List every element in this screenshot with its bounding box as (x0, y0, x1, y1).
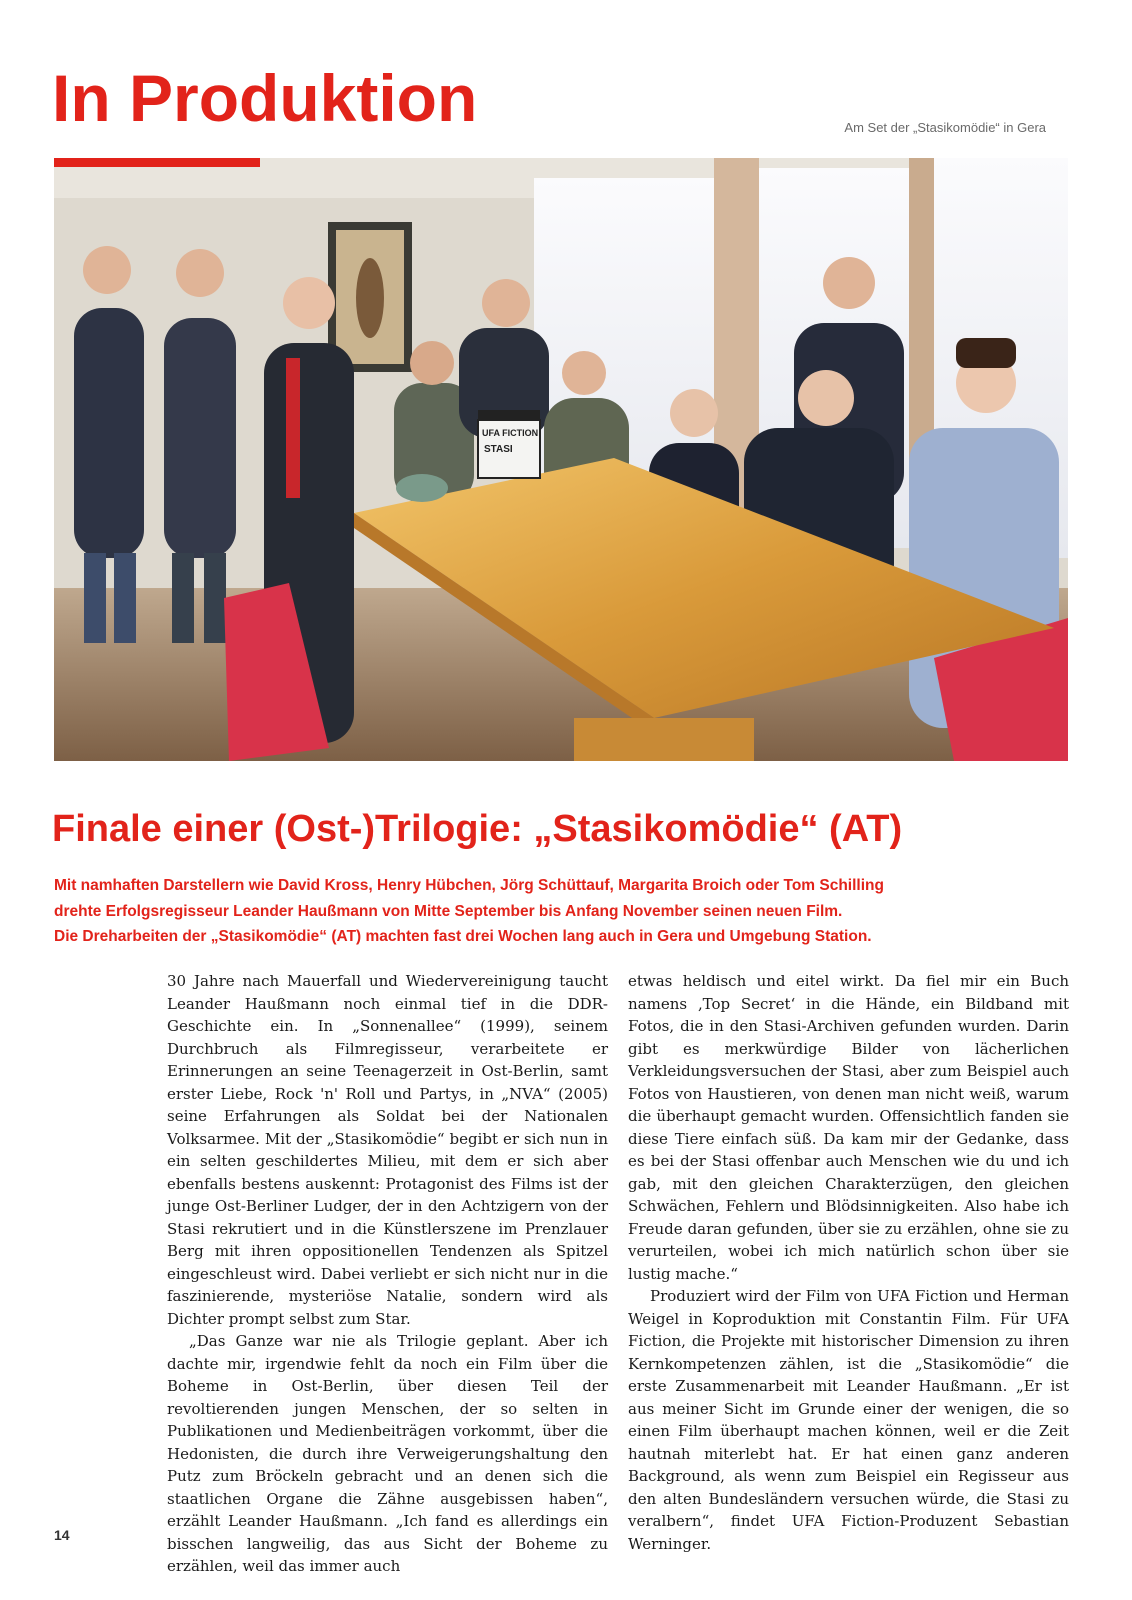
clapperboard (478, 410, 540, 478)
set-photo (54, 158, 1068, 761)
section-title: In Produktion (52, 61, 478, 135)
paragraph-1: 30 Jahre nach Mauerfall und Wiedervereinigung taucht Leander Haußmann noch einmal tief in die DDR-Geschichte ein. In „Sonnenallee“ (1999), seinem Durchbruch als Filmregisseur, verarbeitete er Erinnerungen an seine Teenagerzeit in Ost-Berlin, samt erster Liebe, Rock 'n' Roll und Partys, in „NVA“ (2005) seine Erfahrungen als Soldat bei der Nationalen Volksarmee. Mit der „Stasikomödie“ begibt er sich nun in ein selten geschildertes Milieu, mit dem er sich aber ebenfalls bestens auskennt: Protagonist des Films ist der junge Ost-Berliner Ludger, der in den Achtzigern von der Stasi rekrutiert und in die Künstlerszene im Prenzlauer Berg mit ihren oppositionellen Tendenzen als Spitzel eingeschleust wird. Dabei verliebt er sich nicht nur in die faszinierende, mysteriöse Natalie, sondern wird als Dichter prompt selbst zum Star. (167, 972, 608, 1328)
clapper-line2: STASI (484, 444, 513, 455)
photo-caption: Am Set der „Stasikomödie“ in Gera (844, 120, 1046, 135)
article-column-left (167, 970, 608, 1578)
lead-line-3: Die Dreharbeiten der „Stasikomödie“ (AT) machten fast drei Wochen lang auch in Gera und Umgebung Station. (54, 928, 872, 945)
article-headline: Finale einer (Ost-)Trilogie: „Stasikomödie“ (AT) (52, 808, 903, 850)
article-column-right (628, 970, 1069, 1555)
lead-line-1: Mit namhaften Darstellern wie David Kross, Henry Hübchen, Jörg Schüttauf, Margarita Broich oder Tom Schilling (54, 877, 884, 894)
page-number: 14 (54, 1527, 70, 1543)
lead-line-2: drehte Erfolgsregisseur Leander Haußmann von Mitte September bis Anfang November seinen neuen Film. (54, 902, 843, 920)
set-photo-illustration (54, 158, 1068, 761)
paragraph-2: „Das Ganze war nie als Trilogie geplant. Aber ich dachte mir, irgendwie fehlt da noch ein Film über die Boheme in Ost-Berlin, über diesen Teil der revoltierenden jungen Menschen, der so selten in Publikationen und Medienbeiträgen vorkommt, über die Hedonisten, die durch ihre Verweigerungshaltung den Putz zum Bröckeln gebracht und an denen sich die staatlichen Organe die Zähne ausgebissen haben“, erzählt Leander Haußmann. „Ich fand es allerdings ein bisschen langweilig, das aus Sicht der Boheme zu erzählen, weil das immer auch (167, 1332, 608, 1575)
paragraph-4: Produziert wird der Film von UFA Fiction und Herman Weigel in Koproduktion mit Constantin Film. Für UFA Fiction, die Projekte mit historischer Dimension zu ihren Kernkompetenzen zählen, ist die „Stasikomödie“ die erste Zusammenarbeit mit Leander Haußmann. „Er ist aus meiner Sicht im Grunde einer der wenigen, die so einen Film überhaupt machen können, weil er die Zeit hautnah miterlebt hat. Er hat einen ganz anderen Background, als wenn zum Beispiel ein Regisseur aus den alten Bundesländern versuchen würde, die Stasi zu veralbern“, findet UFA Fiction-Produzent Sebastian Werninger. (628, 1287, 1069, 1553)
accent-rule (54, 158, 260, 167)
paragraph-3: etwas heldisch und eitel wirkt. Da fiel mir ein Buch namens ‚Top Secret‘ in die Hände, ein Bildband mit Fotos, die in den Stasi-Archiven gefunden wurden. Darin gibt es merkwürdige Bilder von lächerlichen Verkleidungsversuchen der Stasi, aber zum Beispiel auch Fotos von Haustieren, von denen man nicht weiß, warum die überhaupt gemacht wurden. Offensichtlich fanden sie diese Tiere einfach süß. Da kam mir der Gedanke, dass es bei der Stasi offenbar auch Menschen wie du und ich gab, mit den gleichen Charakterzügen, den gleichen Schwächen, Fehlern und Blödsinnigkeiten. Also habe ich Freude daran gefunden, über sie zu erzählen, ohne sie zu verurteilen, wobei ich mich natürlich schon über sie lustig mache.“ (628, 972, 1069, 1283)
article-lead (54, 873, 1054, 950)
clapper-line1: UFA FICTION (482, 428, 539, 438)
